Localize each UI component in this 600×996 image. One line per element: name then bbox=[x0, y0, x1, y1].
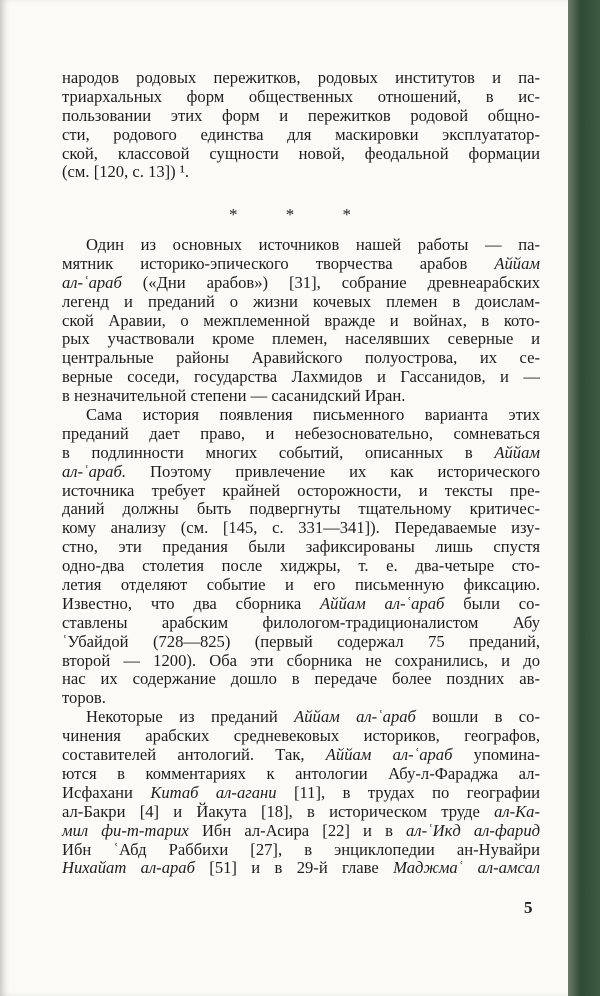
text-line bbox=[62, 727, 540, 746]
text-line bbox=[62, 670, 540, 689]
text-block-intro bbox=[62, 69, 540, 182]
text-line bbox=[62, 482, 540, 501]
text-line bbox=[62, 538, 540, 557]
section-separator: * * * bbox=[229, 205, 373, 224]
text-segment: чинения арабских средневековых историков, географов, bbox=[62, 726, 540, 746]
text-line bbox=[62, 463, 540, 482]
text-segment: (см. [120, с. 13]) ¹. bbox=[62, 162, 189, 182]
text-segment: Сама история появления письменного варианта этих bbox=[86, 405, 540, 425]
text-segment: ской Аравии, о межплеменной вражде и войнах, в кото- bbox=[62, 310, 540, 330]
text-line bbox=[62, 330, 540, 349]
text-line bbox=[62, 765, 540, 784]
text-line bbox=[62, 859, 540, 878]
text-segment: пользовании этих форм и пережитков родовой общно- bbox=[62, 105, 540, 125]
text-segment: народов родовых пережитков, родовых институтов и па- bbox=[62, 68, 540, 87]
italic-title: ал-ʿИкд ал-фарид bbox=[406, 820, 541, 840]
text-segment: («Дни арабов») [31], собрание древнеарабских bbox=[121, 272, 540, 292]
text-segment: преданий дает право, и небезосновательно, сомневаться bbox=[62, 423, 540, 443]
text-segment: были со- bbox=[444, 593, 540, 613]
text-line bbox=[62, 746, 540, 765]
text-segment: рых участвовали кроме племен, населявших северные и bbox=[62, 329, 540, 349]
text-segment: Один из основных источников нашей работы — па- bbox=[86, 235, 540, 254]
text-line bbox=[62, 444, 540, 463]
text-line bbox=[62, 126, 540, 145]
text-segment: нас их содержание дошло в передаче более поздних ав- bbox=[62, 669, 540, 689]
text-line bbox=[62, 274, 540, 293]
text-segment: [11], в трудах по географии bbox=[276, 782, 540, 802]
text-segment: ской, классовой сущности новой, феодальной формации bbox=[62, 143, 540, 163]
text-segment: Известно, что два сборника bbox=[62, 593, 321, 613]
text-line bbox=[62, 500, 540, 519]
text-line bbox=[62, 841, 540, 860]
italic-title: Аййам bbox=[494, 442, 540, 462]
italic-title: Аййам ал-ʿараб bbox=[320, 593, 445, 613]
text-line bbox=[62, 519, 540, 538]
text-segment: даний должны быть подвергнуты тщательному критичес- bbox=[62, 499, 540, 519]
text-segment: в подлинности многих событий, описанных в bbox=[62, 442, 495, 462]
text-segment: кому анализу (см. [145, с. 331—341]). Передаваемые изу- bbox=[62, 518, 540, 538]
text-line bbox=[62, 387, 540, 406]
text-line bbox=[62, 689, 540, 708]
text-segment: ются в комментариях к антологии Абу-л-Фараджа ал- bbox=[62, 763, 540, 783]
text-line bbox=[62, 312, 540, 331]
text-line bbox=[62, 236, 540, 255]
italic-title: Нихайат ал-араб bbox=[62, 858, 195, 878]
text-line bbox=[62, 255, 540, 274]
text-block-main bbox=[62, 236, 540, 878]
text-segment: ʿУбайдой (728—825) (первый содержал 75 преданий, bbox=[62, 631, 540, 651]
italic-title: мил фи-т-тарих bbox=[62, 820, 189, 840]
text-segment: триархальных форм общественных отношений, в ис- bbox=[62, 86, 540, 106]
page-number: 5 bbox=[524, 898, 533, 917]
text-segment: источника требует крайней осторожности, и тексты пре- bbox=[62, 480, 540, 500]
text-line bbox=[62, 557, 540, 576]
text-segment: летия отделяют событие и его письменную фиксацию. bbox=[62, 575, 540, 595]
text-segment: ал-Бакри [4] и Йакута [18], в историческом труде bbox=[62, 801, 495, 821]
italic-title: Маджмаʿ ал-амсал bbox=[393, 858, 540, 878]
text-line bbox=[62, 708, 540, 727]
text-segment: Ибн ʿАбд Раббихи [27], в энциклопедии ан-Нувайри bbox=[62, 839, 540, 859]
text-line bbox=[62, 163, 540, 182]
italic-title: ал-Ка- bbox=[494, 801, 540, 821]
text-segment: легенд и преданий о жизни кочевых племен в доислам- bbox=[62, 291, 540, 311]
text-segment: ставлены арабским филологом-традиционалистом Абу bbox=[62, 612, 540, 632]
italic-title: ал-ʿараб. bbox=[62, 461, 126, 481]
text-segment: сти, родового единства для маскировки эксплуататор- bbox=[62, 124, 540, 144]
text-segment: мятник историко-эпического творчества арабов bbox=[62, 253, 495, 273]
text-segment: верные соседи, государства Лахмидов и Гассанидов, и — bbox=[62, 367, 540, 387]
text-line bbox=[62, 406, 540, 425]
text-line bbox=[62, 107, 540, 126]
text-line bbox=[62, 368, 540, 387]
text-segment: упомина- bbox=[452, 745, 540, 765]
italic-title: Китаб ал-агани bbox=[150, 782, 277, 802]
text-line bbox=[62, 349, 540, 368]
text-line bbox=[62, 293, 540, 312]
text-segment: Исфахани bbox=[62, 782, 151, 802]
text-line bbox=[62, 595, 540, 614]
text-line bbox=[62, 69, 540, 88]
text-segment: торов. bbox=[62, 688, 106, 708]
text-line bbox=[62, 784, 540, 803]
text-segment: составителей антологий. Так, bbox=[62, 745, 326, 765]
italic-title: Аййам bbox=[494, 253, 540, 273]
text-segment: центральные районы Аравийского полуострова, их се- bbox=[62, 348, 540, 368]
text-segment: Поэтому привлечение их как исторического bbox=[125, 461, 540, 481]
text-line bbox=[62, 803, 540, 822]
text-segment: одно-два столетия после хиджры, т. е. два-четыре сто- bbox=[62, 556, 540, 576]
text-segment: стно, эти предания были зафиксированы лишь спустя bbox=[62, 537, 540, 557]
text-line bbox=[62, 822, 540, 841]
text-segment: Некоторые из преданий bbox=[86, 707, 295, 727]
text-line bbox=[62, 145, 540, 164]
text-segment: вошли в со- bbox=[415, 707, 540, 727]
text-line bbox=[62, 652, 540, 671]
text-line bbox=[62, 633, 540, 652]
italic-title: ал-ʿараб bbox=[62, 272, 122, 292]
text-segment: в незначительной степени — сасанидский Иран. bbox=[62, 386, 406, 406]
text-line bbox=[62, 614, 540, 633]
book-edge bbox=[568, 0, 600, 996]
text-line bbox=[62, 425, 540, 444]
text-segment: второй — 1200). Оба эти сборника не сохранились, и до bbox=[62, 650, 540, 670]
italic-title: Аййам ал-ʿараб bbox=[294, 707, 416, 727]
text-segment: Ибн ал-Асира [22] и в bbox=[188, 820, 407, 840]
text-line bbox=[62, 576, 540, 595]
text-line bbox=[62, 88, 540, 107]
text-segment: [51] и в 29-й главе bbox=[194, 858, 394, 878]
italic-title: Аййам ал-ʿараб bbox=[325, 745, 453, 765]
